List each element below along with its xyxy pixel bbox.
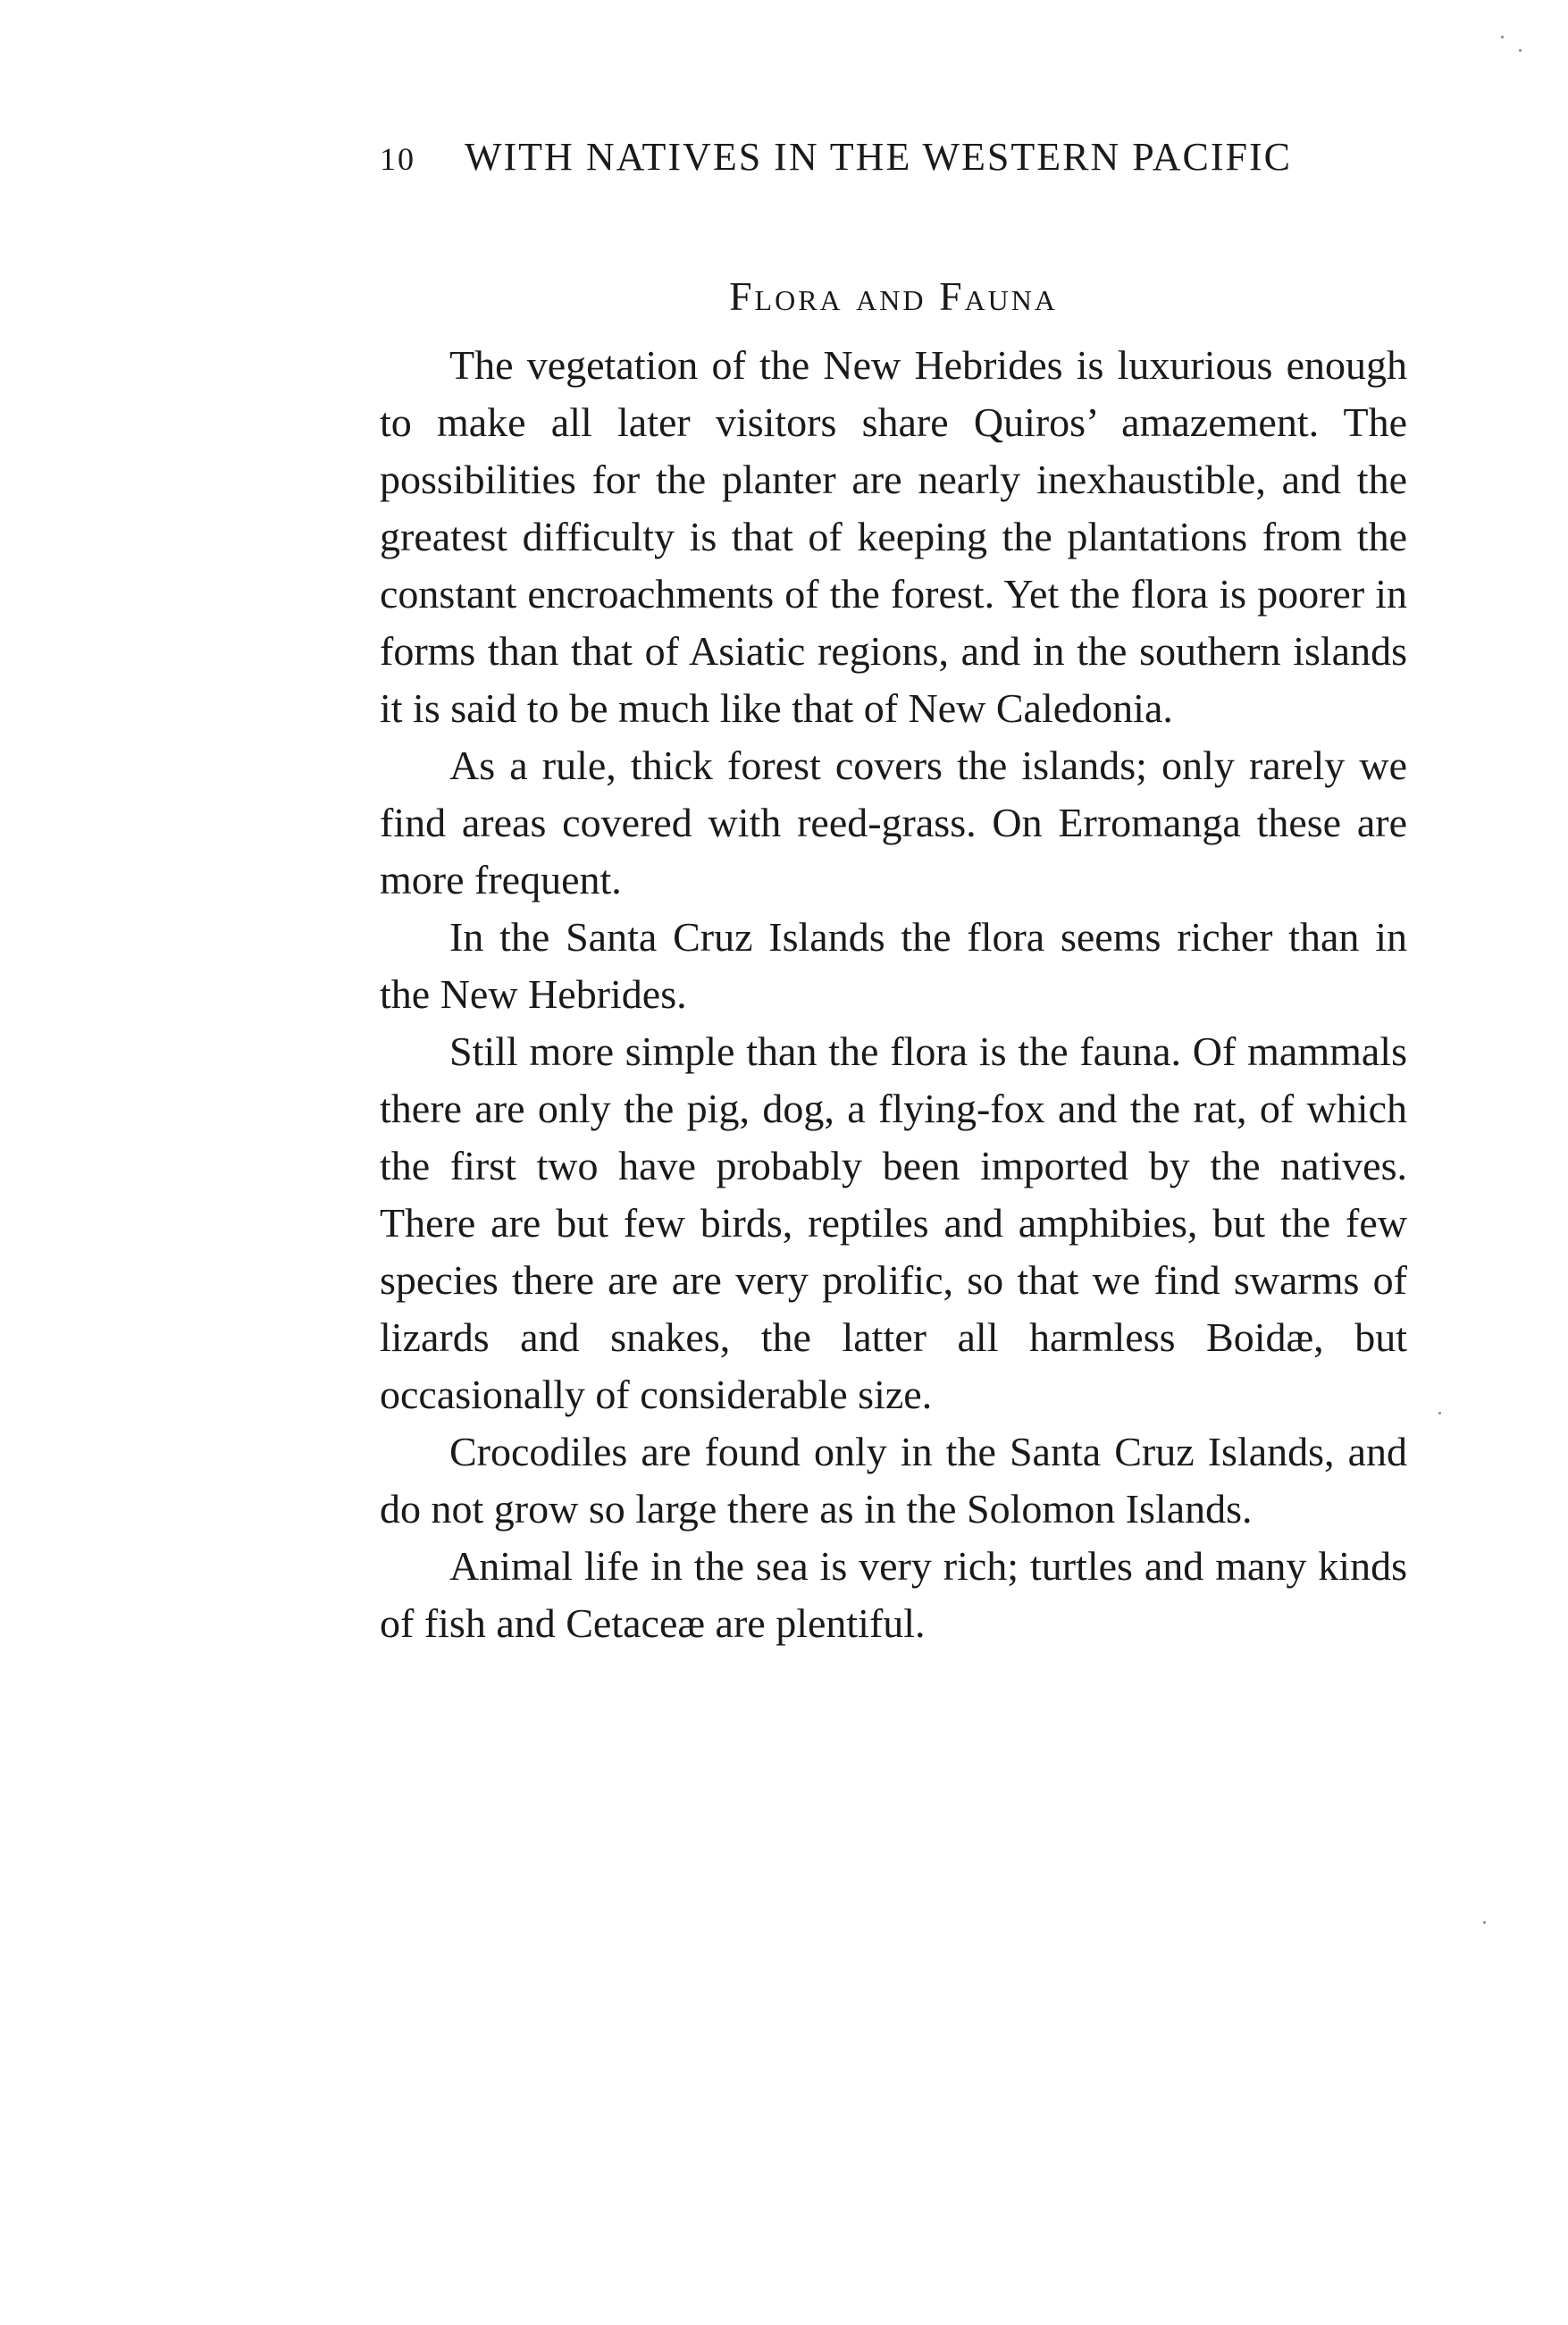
paragraph: As a rule, thick forest covers the islands; only rarely we find areas covered with reed-grass. On Erromanga these are more frequent. <box>380 743 1407 902</box>
section-heading: Flora and Fauna <box>728 273 1059 319</box>
running-head <box>380 134 1398 188</box>
paper-speck <box>1519 49 1522 52</box>
body-text <box>380 337 1407 1652</box>
paper-speck <box>1438 1412 1441 1414</box>
page-number: 10 <box>380 141 415 177</box>
running-title: WITH NATIVES IN THE WESTERN PACIFIC <box>465 135 1292 179</box>
paragraph: The vegetation of the New Hebrides is luxurious enough to make all later visitors share Quiros’ amazement. The possibilities for the planter are nearly inexhaustible, and the greatest difficulty is that of keeping the plantations from the constant encroachments of the forest. Yet the flora is poorer in forms than that of Asiatic regions, and in the southern islands it is said to be much like that of New Caledonia. <box>380 342 1407 731</box>
paragraph: Still more simple than the flora is the fauna. Of mammals there are only the pig, dog, a flying-fox and the rat, of which the first two have probably been imported by the natives. There are but few birds, reptiles and amphibies, but the few species there are are very prolific, so that we find swarms of lizards and snakes, the latter all harmless Boidæ, but occasionally of considerable size. <box>380 1028 1407 1417</box>
paragraph: In the Santa Cruz Islands the flora seems richer than in the New Hebrides. <box>380 914 1407 1017</box>
paper-speck <box>1501 36 1504 38</box>
paragraph: Animal life in the sea is very rich; turtles and many kinds of fish and Cetaceæ are plentiful. <box>380 1543 1407 1646</box>
paragraph: Crocodiles are found only in the Santa Cruz Islands, and do not grow so large there as in the Solomon Islands. <box>380 1429 1407 1532</box>
paper-speck <box>1483 1921 1486 1924</box>
